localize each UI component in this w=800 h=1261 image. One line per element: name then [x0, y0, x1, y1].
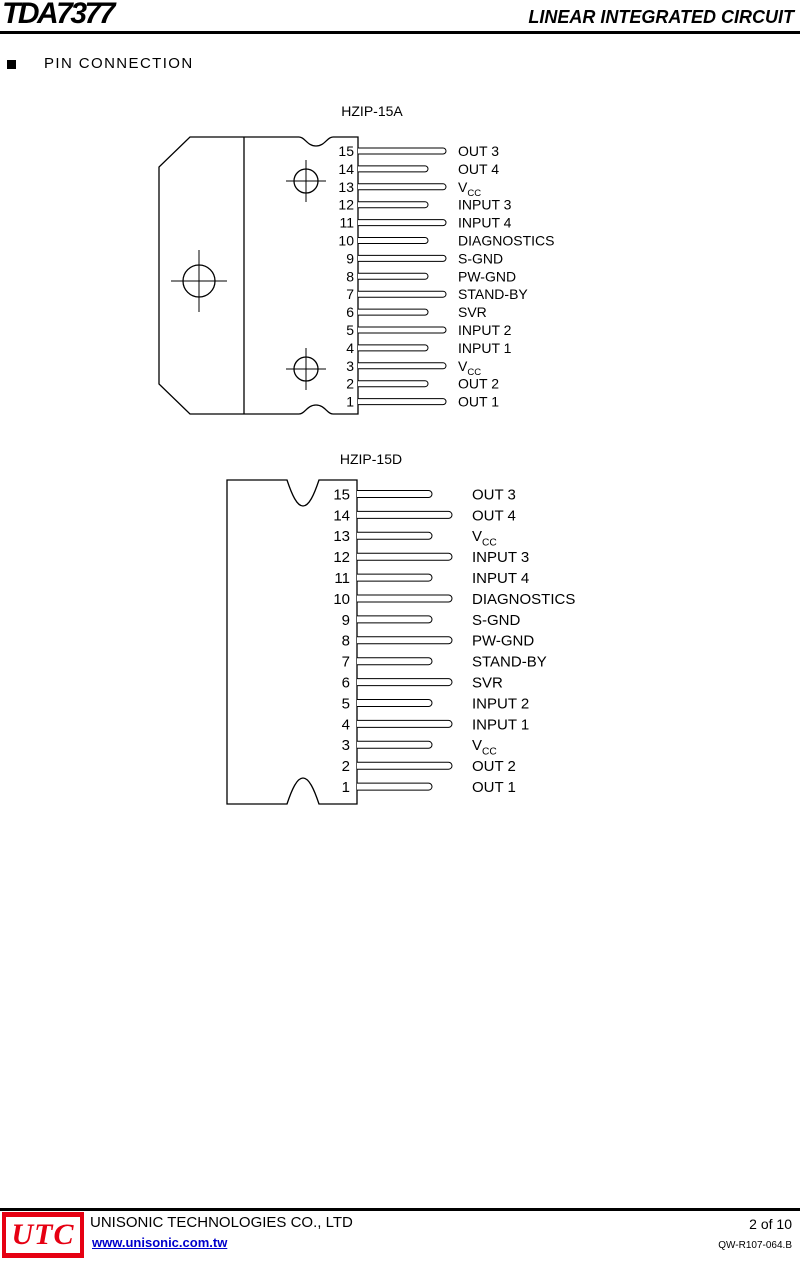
pin-label: STAND-BY — [472, 653, 547, 671]
pin-number: 6 — [346, 304, 354, 321]
pin-label: INPUT 3 — [472, 549, 530, 567]
pin-label: INPUT 3 — [458, 196, 512, 213]
pin-number: 14 — [338, 160, 354, 177]
package-name: HZIP-15D — [339, 451, 403, 467]
pin-lead — [357, 762, 452, 769]
pin-lead — [358, 273, 428, 279]
pin-label: DIAGNOSTICS — [458, 232, 555, 249]
pin-label: INPUT 2 — [472, 695, 530, 713]
pin-label: OUT 1 — [458, 393, 499, 410]
pin-lead — [357, 574, 432, 581]
pin-number: 14 — [333, 507, 350, 525]
company-website-link[interactable]: www.unisonic.com.tw — [92, 1235, 228, 1250]
pin-lead — [357, 783, 432, 790]
pin-list — [333, 486, 575, 796]
logo-text: UTC — [6, 1217, 80, 1253]
pin-number: 9 — [346, 250, 354, 267]
pin-lead — [358, 255, 446, 261]
pin-label: DIAGNOSTICS — [472, 590, 576, 608]
pin-label: OUT 4 — [472, 507, 516, 525]
pin-number: 1 — [341, 779, 350, 796]
pin-number: 2 — [346, 375, 354, 392]
pin-label: INPUT 4 — [458, 214, 512, 231]
pin-label: OUT 2 — [458, 375, 499, 392]
pin-lead — [358, 363, 446, 369]
pin-lead — [358, 309, 428, 315]
document-category: LINEAR INTEGRATED CIRCUIT — [528, 7, 794, 27]
pin-label: $V_{CC}$ — [458, 357, 482, 378]
pin-lead — [357, 511, 452, 518]
package-hzip-15a — [159, 103, 554, 414]
pin-label: $V_{CC}$ — [472, 528, 497, 549]
pin-label: INPUT 1 — [458, 339, 512, 356]
pin-number: 15 — [333, 486, 350, 504]
pin-label: OUT 1 — [472, 779, 516, 796]
pin-lead — [358, 291, 446, 297]
pin-number: 11 — [334, 570, 350, 587]
pin-lead — [357, 720, 452, 727]
pin-list — [338, 143, 554, 410]
pin-lead — [358, 238, 428, 244]
pin-label: INPUT 4 — [472, 570, 530, 587]
pin-label: $V_{CC}$ — [472, 737, 497, 758]
pin-lead — [358, 381, 428, 387]
company-name: UNISONIC TECHNOLOGIES CO., LTD — [90, 1214, 353, 1231]
pin-lead — [358, 184, 446, 190]
pin-lead — [357, 637, 452, 644]
pin-number: 11 — [339, 214, 354, 231]
pin-number: 4 — [341, 716, 350, 734]
pin-number: 6 — [341, 674, 350, 692]
pin-lead — [358, 148, 446, 154]
pin-label: PW-GND — [458, 268, 517, 285]
pin-lead — [357, 679, 452, 686]
pin-number: 12 — [333, 549, 350, 567]
pin-lead — [357, 658, 432, 665]
package-body-outline — [159, 137, 358, 414]
pin-lead — [357, 553, 452, 560]
pin-lead — [357, 595, 452, 602]
pin-number: 7 — [346, 286, 354, 303]
pin-number: 1 — [346, 393, 354, 410]
pin-lead — [358, 220, 446, 226]
document-code: QW-R107-064.B — [718, 1240, 792, 1251]
pin-label: OUT 3 — [472, 486, 516, 504]
pin-number: 15 — [338, 143, 354, 160]
pin-label: S-GND — [458, 250, 504, 267]
company-logo — [2, 1212, 84, 1258]
pin-lead — [358, 399, 446, 405]
pin-number: 12 — [338, 196, 354, 213]
pin-number: 13 — [338, 178, 354, 195]
pin-label: S-GND — [472, 611, 521, 629]
pin-number: 4 — [346, 339, 354, 356]
pin-label: STAND-BY — [458, 286, 528, 303]
pin-label: SVR — [472, 674, 503, 692]
pin-lead — [357, 491, 432, 498]
page-number: 2 of 10 — [749, 1216, 792, 1232]
pin-number: 5 — [346, 322, 354, 339]
pin-number: 7 — [341, 653, 350, 671]
pin-label: $V_{CC}$ — [458, 178, 482, 199]
pin-lead — [358, 166, 428, 172]
pin-lead — [357, 532, 432, 539]
pin-label: INPUT 2 — [458, 322, 512, 339]
pin-label: PW-GND — [472, 632, 535, 650]
pin-label: OUT 2 — [472, 758, 516, 776]
pin-lead — [357, 700, 432, 707]
pin-number: 3 — [341, 737, 350, 755]
pin-label: OUT 4 — [458, 160, 499, 177]
pin-number: 9 — [341, 611, 350, 629]
pin-label: SVR — [458, 304, 487, 321]
part-number: TDA7377 — [2, 0, 113, 30]
pin-lead — [358, 202, 428, 208]
pin-number: 2 — [341, 758, 350, 776]
pin-lead — [357, 616, 432, 623]
pin-lead — [358, 345, 428, 351]
pin-number: 3 — [346, 357, 354, 374]
pin-label: OUT 3 — [458, 143, 499, 160]
pin-number: 8 — [346, 268, 354, 285]
pin-number: 8 — [341, 632, 350, 650]
package-name: HZIP-15A — [341, 103, 403, 119]
section-title: PIN CONNECTION — [44, 55, 194, 72]
pin-number: 10 — [338, 232, 354, 249]
pin-number: 5 — [341, 695, 350, 713]
pin-label: INPUT 1 — [472, 716, 530, 734]
pin-lead — [357, 741, 432, 748]
pin-number: 10 — [333, 590, 350, 608]
package-hzip-15d — [227, 451, 575, 804]
pin-lead — [358, 327, 446, 333]
pin-number: 13 — [333, 528, 350, 546]
footer-rule — [0, 1208, 800, 1211]
